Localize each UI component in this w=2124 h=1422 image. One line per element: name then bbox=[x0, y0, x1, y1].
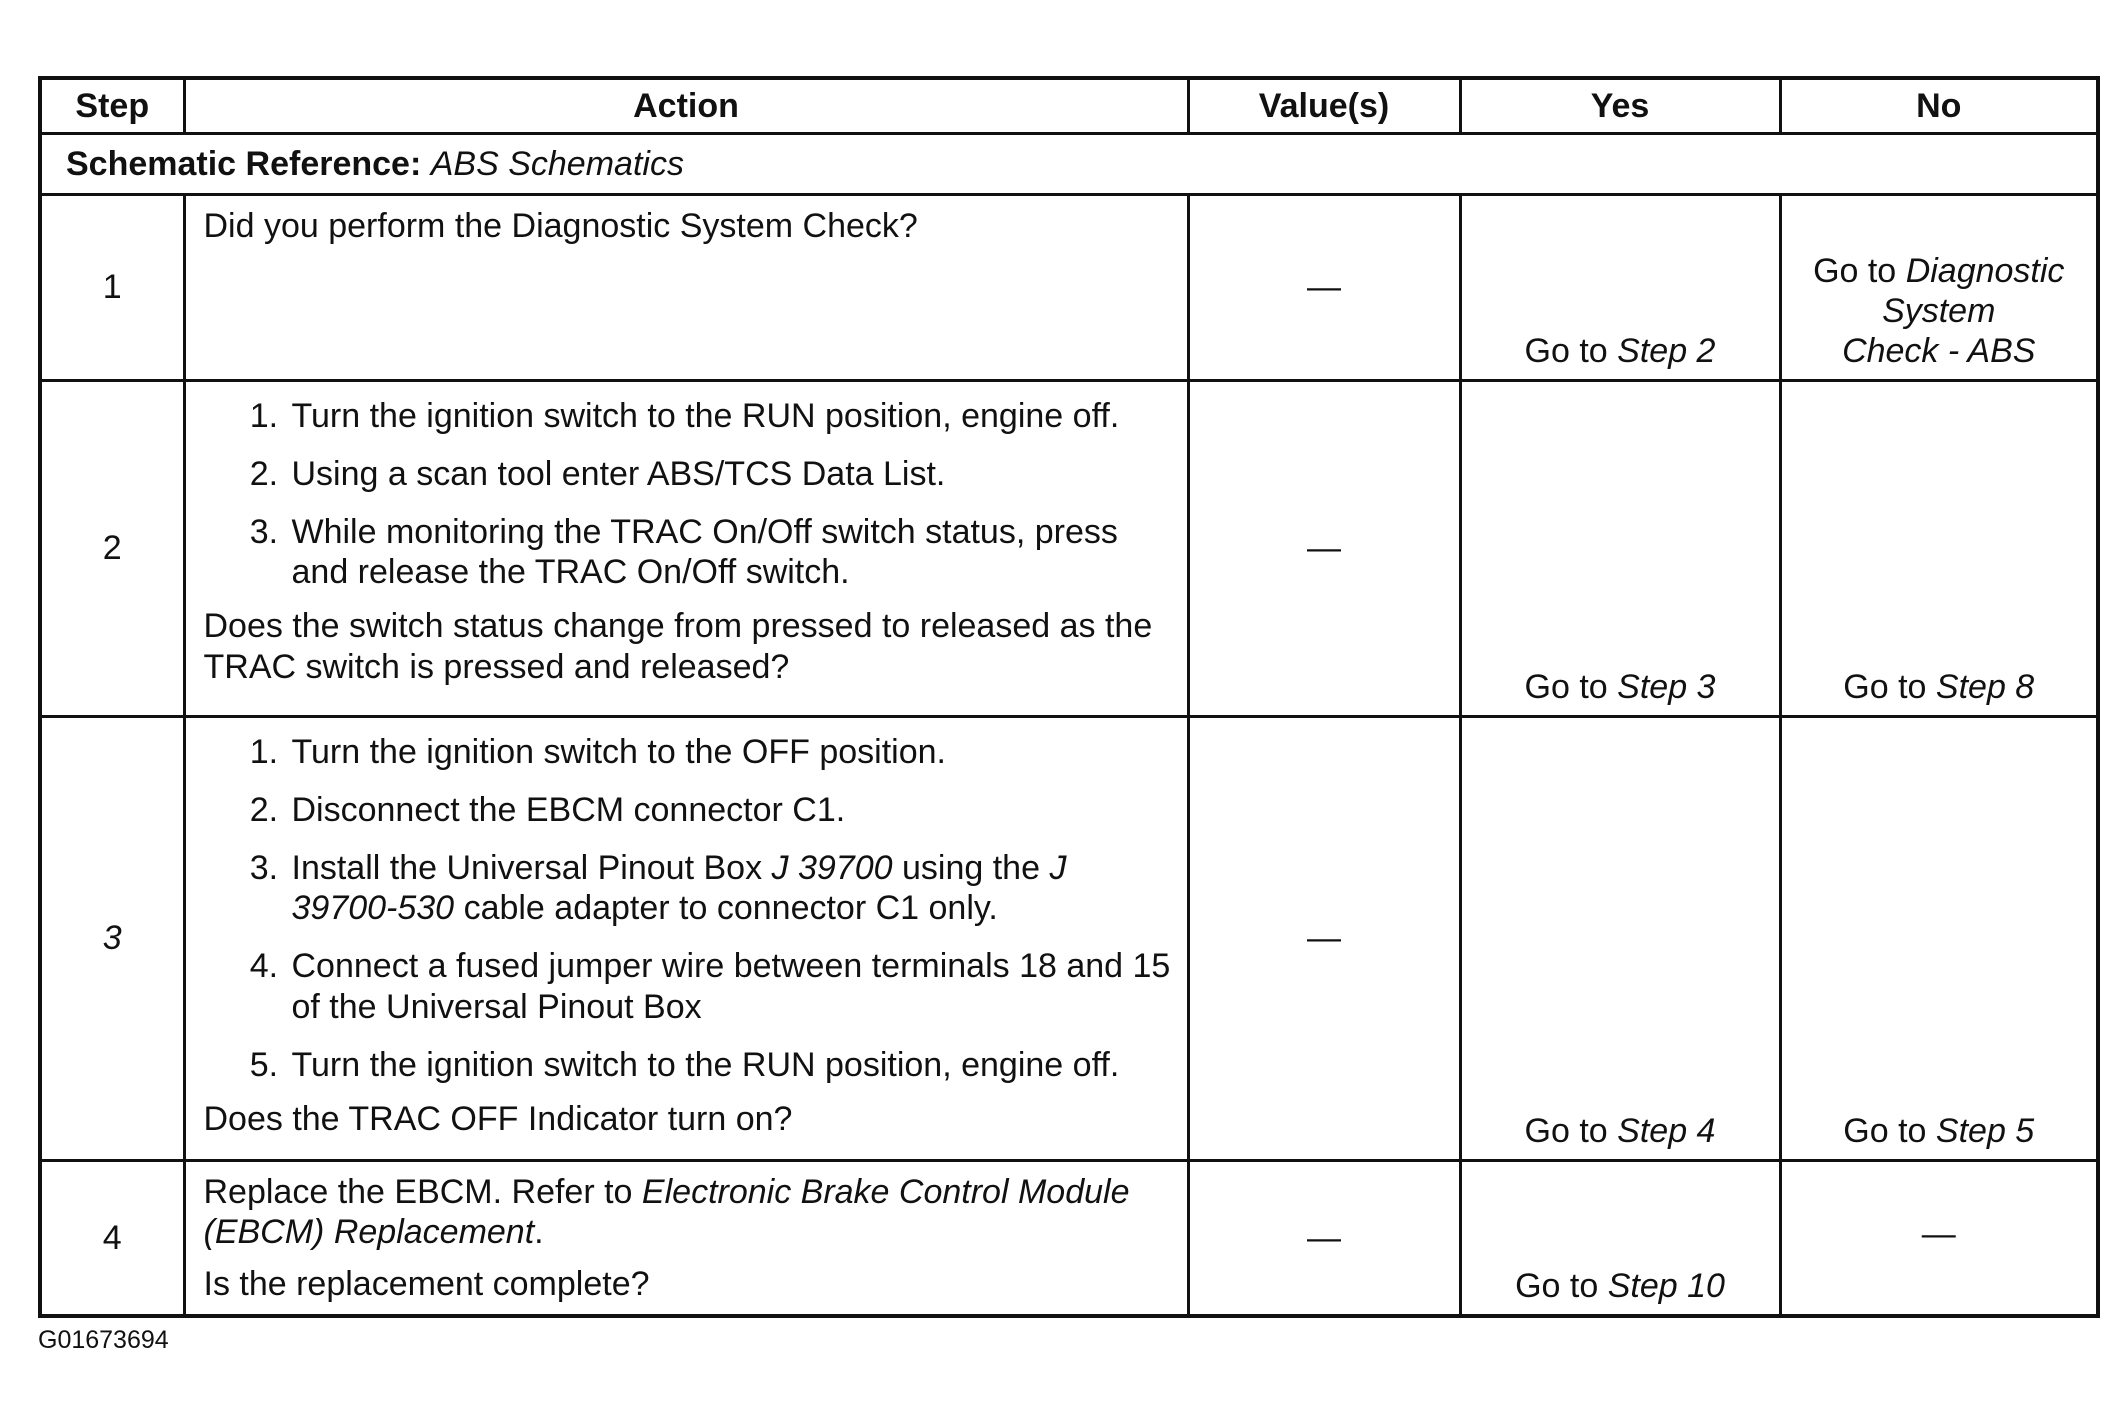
action-step-text: Install the Universal Pinout Box bbox=[291, 849, 763, 888]
step-number: 3 bbox=[40, 717, 184, 1161]
table-row bbox=[40, 195, 2098, 381]
header-no: No bbox=[1780, 78, 2098, 134]
goto-step-link[interactable]: Step 3 bbox=[1617, 667, 1716, 706]
action-step: 5. Turn the ignition switch to the RUN position, engine off. bbox=[288, 1045, 1171, 1085]
action-step-text: using the bbox=[901, 849, 1040, 888]
goto-diagnostic-link[interactable]: Diagnostic bbox=[1905, 251, 2065, 290]
action-step: 2. Disconnect the EBCM connector C1. bbox=[288, 790, 1171, 830]
header-action: Action bbox=[184, 78, 1188, 134]
value-cell: — bbox=[1188, 195, 1460, 381]
figure-id: G01673694 bbox=[38, 1326, 169, 1354]
table-row bbox=[40, 1161, 2098, 1317]
action-steps-list bbox=[204, 396, 1171, 592]
header-yes: Yes bbox=[1460, 78, 1780, 134]
table-row bbox=[40, 717, 2098, 1161]
value-cell: — bbox=[1188, 717, 1460, 1161]
header-values: Value(s) bbox=[1188, 78, 1460, 134]
action-step: 1. Turn the ignition switch to the OFF position. bbox=[288, 732, 1171, 772]
goto-step-link[interactable]: Step 8 bbox=[1935, 667, 2035, 706]
tool-reference: J 39700-530 bbox=[291, 849, 1067, 928]
no-cell bbox=[1780, 717, 2098, 1161]
step-number: 1 bbox=[40, 195, 184, 381]
goto-prefix: Go to bbox=[1524, 1111, 1608, 1150]
action-question: Did you perform the Diagnostic System Check? bbox=[203, 207, 918, 245]
action-step: 2. Using a scan tool enter ABS/TCS Data List. bbox=[288, 454, 1171, 494]
action-step bbox=[288, 848, 1171, 928]
goto-step-link[interactable]: Step 5 bbox=[1935, 1111, 2035, 1150]
no-cell: — bbox=[1780, 1161, 2098, 1317]
table-row bbox=[40, 381, 2098, 717]
goto-diagnostic-link-line3[interactable]: Check - ABS bbox=[1842, 331, 2036, 370]
action-text bbox=[204, 1172, 1171, 1252]
action-question: Does the switch status change from pressed to released as the TRAC switch is pressed and released? bbox=[203, 607, 1153, 686]
action-question: Does the TRAC OFF Indicator turn on? bbox=[203, 1099, 793, 1138]
action-cell bbox=[184, 717, 1188, 1161]
header-step: Step bbox=[40, 78, 184, 134]
goto-step-link[interactable]: Step 10 bbox=[1607, 1267, 1725, 1306]
no-cell bbox=[1780, 195, 2098, 381]
diagnostic-table bbox=[38, 76, 2100, 1318]
schematic-reference-row bbox=[40, 134, 2098, 195]
goto-prefix: Go to bbox=[1524, 667, 1608, 706]
yes-cell bbox=[1460, 381, 1780, 717]
schematic-reference-link[interactable]: ABS Schematics bbox=[430, 144, 684, 183]
yes-cell bbox=[1460, 1161, 1780, 1317]
action-cell bbox=[184, 195, 1188, 381]
goto-prefix: Go to bbox=[1843, 667, 1927, 706]
no-cell bbox=[1780, 381, 2098, 717]
goto-step-link[interactable]: Step 2 bbox=[1617, 331, 1716, 370]
goto-prefix: Go to bbox=[1813, 251, 1897, 290]
action-text-start: Replace the EBCM. Refer to bbox=[203, 1173, 633, 1211]
yes-cell bbox=[1460, 717, 1780, 1161]
goto-prefix: Go to bbox=[1843, 1111, 1927, 1150]
action-steps-list bbox=[204, 732, 1171, 1085]
yes-cell bbox=[1460, 195, 1780, 381]
action-step: 1. Turn the ignition switch to the RUN position, engine off. bbox=[288, 396, 1171, 436]
header-row bbox=[40, 78, 2098, 134]
schematic-reference-label: Schematic Reference: bbox=[66, 144, 422, 183]
action-question: Is the replacement complete? bbox=[203, 1265, 650, 1304]
goto-prefix: Go to bbox=[1524, 331, 1608, 370]
step-number: 4 bbox=[40, 1161, 184, 1317]
goto-prefix: Go to bbox=[1515, 1267, 1599, 1306]
value-cell: — bbox=[1188, 1161, 1460, 1317]
procedure-reference-link[interactable]: Electronic Brake Control Module (EBCM) Replacement bbox=[203, 1173, 1130, 1252]
goto-diagnostic-link-line2[interactable]: System bbox=[1882, 291, 1996, 330]
step-number: 2 bbox=[40, 381, 184, 717]
tool-reference: J 39700 bbox=[771, 849, 893, 888]
action-cell bbox=[184, 381, 1188, 717]
goto-step-link[interactable]: Step 4 bbox=[1617, 1111, 1716, 1150]
action-step: 3. While monitoring the TRAC On/Off switch status, press and release the TRAC On/Off switch. bbox=[288, 512, 1171, 592]
action-cell bbox=[184, 1161, 1188, 1317]
action-text-end: . bbox=[534, 1213, 544, 1252]
action-step: 4. Connect a fused jumper wire between terminals 18 and 15 of the Universal Pinout Box bbox=[288, 946, 1171, 1026]
action-step-text: cable adapter to connector C1 only. bbox=[463, 889, 998, 928]
value-cell: — bbox=[1188, 381, 1460, 717]
schematic-reference bbox=[40, 134, 2098, 195]
